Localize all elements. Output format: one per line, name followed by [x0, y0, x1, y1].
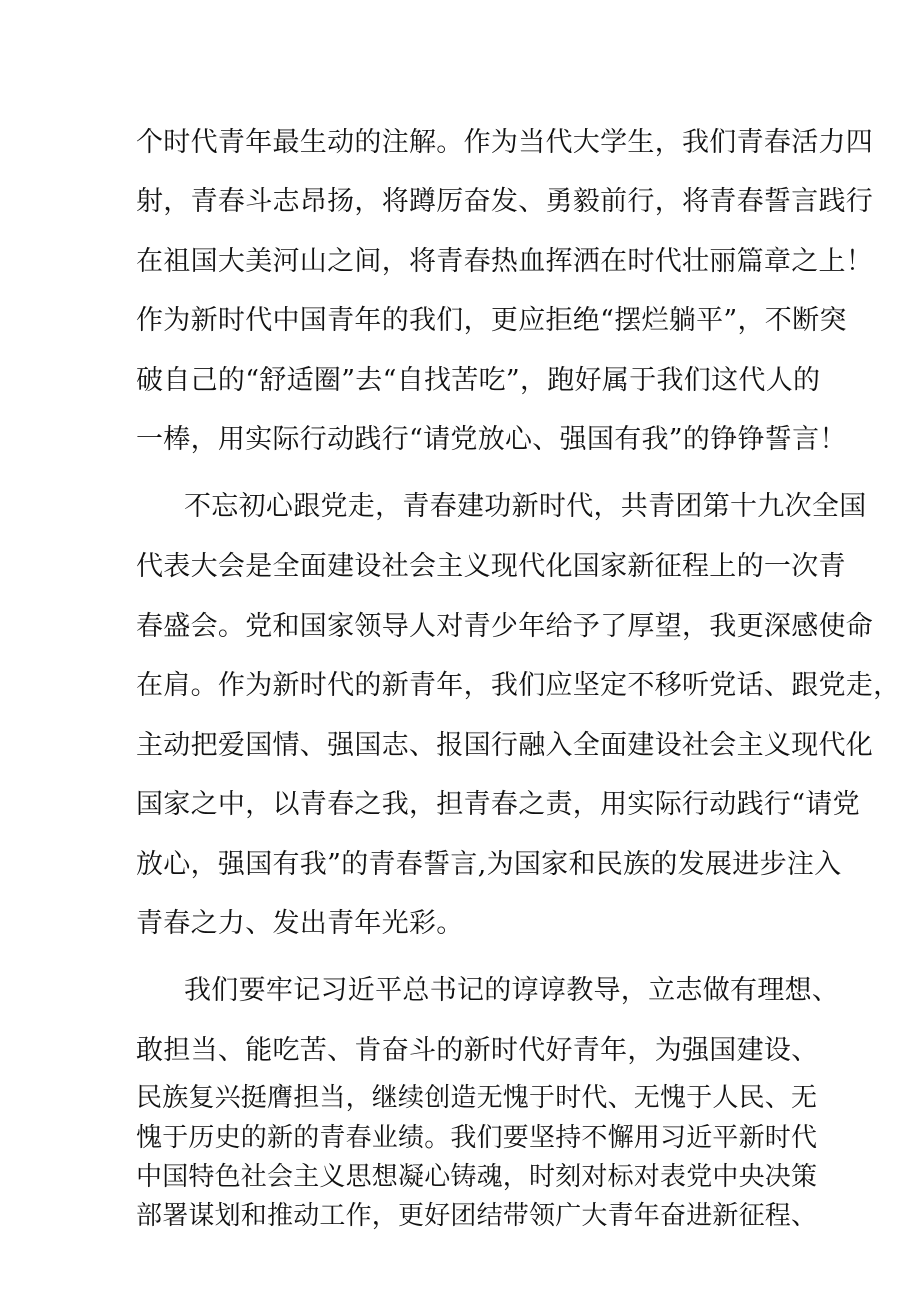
paragraph-3-line-3: 民族复兴挺膺担当，继续创造无愧于时代、无愧于人民、无 — [136, 1083, 818, 1113]
paragraph-3-line-1: 我们要牢记习近平总书记的谆谆教导，立志做有理想、 — [184, 975, 840, 1006]
paragraph-1-line-2: 射，青春斗志昂扬，将蹲厉奋发、勇毅前行，将青春誓言践行 — [136, 186, 874, 217]
paragraph-3-line-4: 愧于历史的新的青春业绩。我们要坚持不懈用习近平新时代 — [136, 1123, 818, 1153]
paragraph-2-line-8: 青春之力、发出青年光彩。 — [136, 908, 464, 939]
paragraph-2-line-6: 国家之中，以青春之我，担青春之责，用实际行动践行“请党 — [136, 789, 860, 820]
paragraph-2-line-4: 在肩。作为新时代的新青年，我们应坚定不移听党话、跟党走， — [136, 670, 901, 701]
paragraph-3-line-2: 敢担当、能吃苦、肯奋斗的新时代好青年，为强国建设、 — [136, 1035, 819, 1066]
paragraph-3-line-5: 中国特色社会主义思想凝心铸魂，时刻对标对表党中央决策 — [136, 1162, 818, 1192]
paragraph-1-line-1: 个时代青年最生动的注解。作为当代大学生，我们青春活力四 — [136, 127, 874, 158]
paragraph-1-line-4: 作为新时代中国青年的我们，更应拒绝“摆烂躺平”，不断突 — [136, 305, 847, 336]
paragraph-1-line-6: 一棒，用实际行动践行“请党放心、强国有我”的铮铮誓言！ — [136, 424, 847, 455]
paragraph-2-line-5: 主动把爱国情、强国志、报国行融入全面建设社会主义现代化 — [136, 730, 874, 761]
paragraph-3-line-6: 部署谋划和推动工作，更好团结带领广大青年奋进新征程、 — [136, 1201, 818, 1231]
paragraph-1-line-3: 在祖国大美河山之间，将青春热血挥洒在时代壮丽篇章之上！ — [136, 246, 874, 277]
paragraph-2-line-2: 代表大会是全面建设社会主义现代化国家新征程上的一次青 — [136, 551, 846, 582]
paragraph-2-line-1: 不忘初心跟党走，青春建功新时代，共青团第十九次全国 — [184, 491, 867, 522]
paragraph-2-line-3: 春盛会。党和国家领导人对青少年给予了厚望，我更深感使命 — [136, 611, 874, 642]
paragraph-2-line-7: 放心，强国有我”的青春誓言,为国家和民族的发展进步注入 — [136, 849, 842, 880]
paragraph-1-line-5: 破自己的“舒适圈”去“自找苦吃”，跑好属于我们这代人的 — [136, 365, 821, 396]
